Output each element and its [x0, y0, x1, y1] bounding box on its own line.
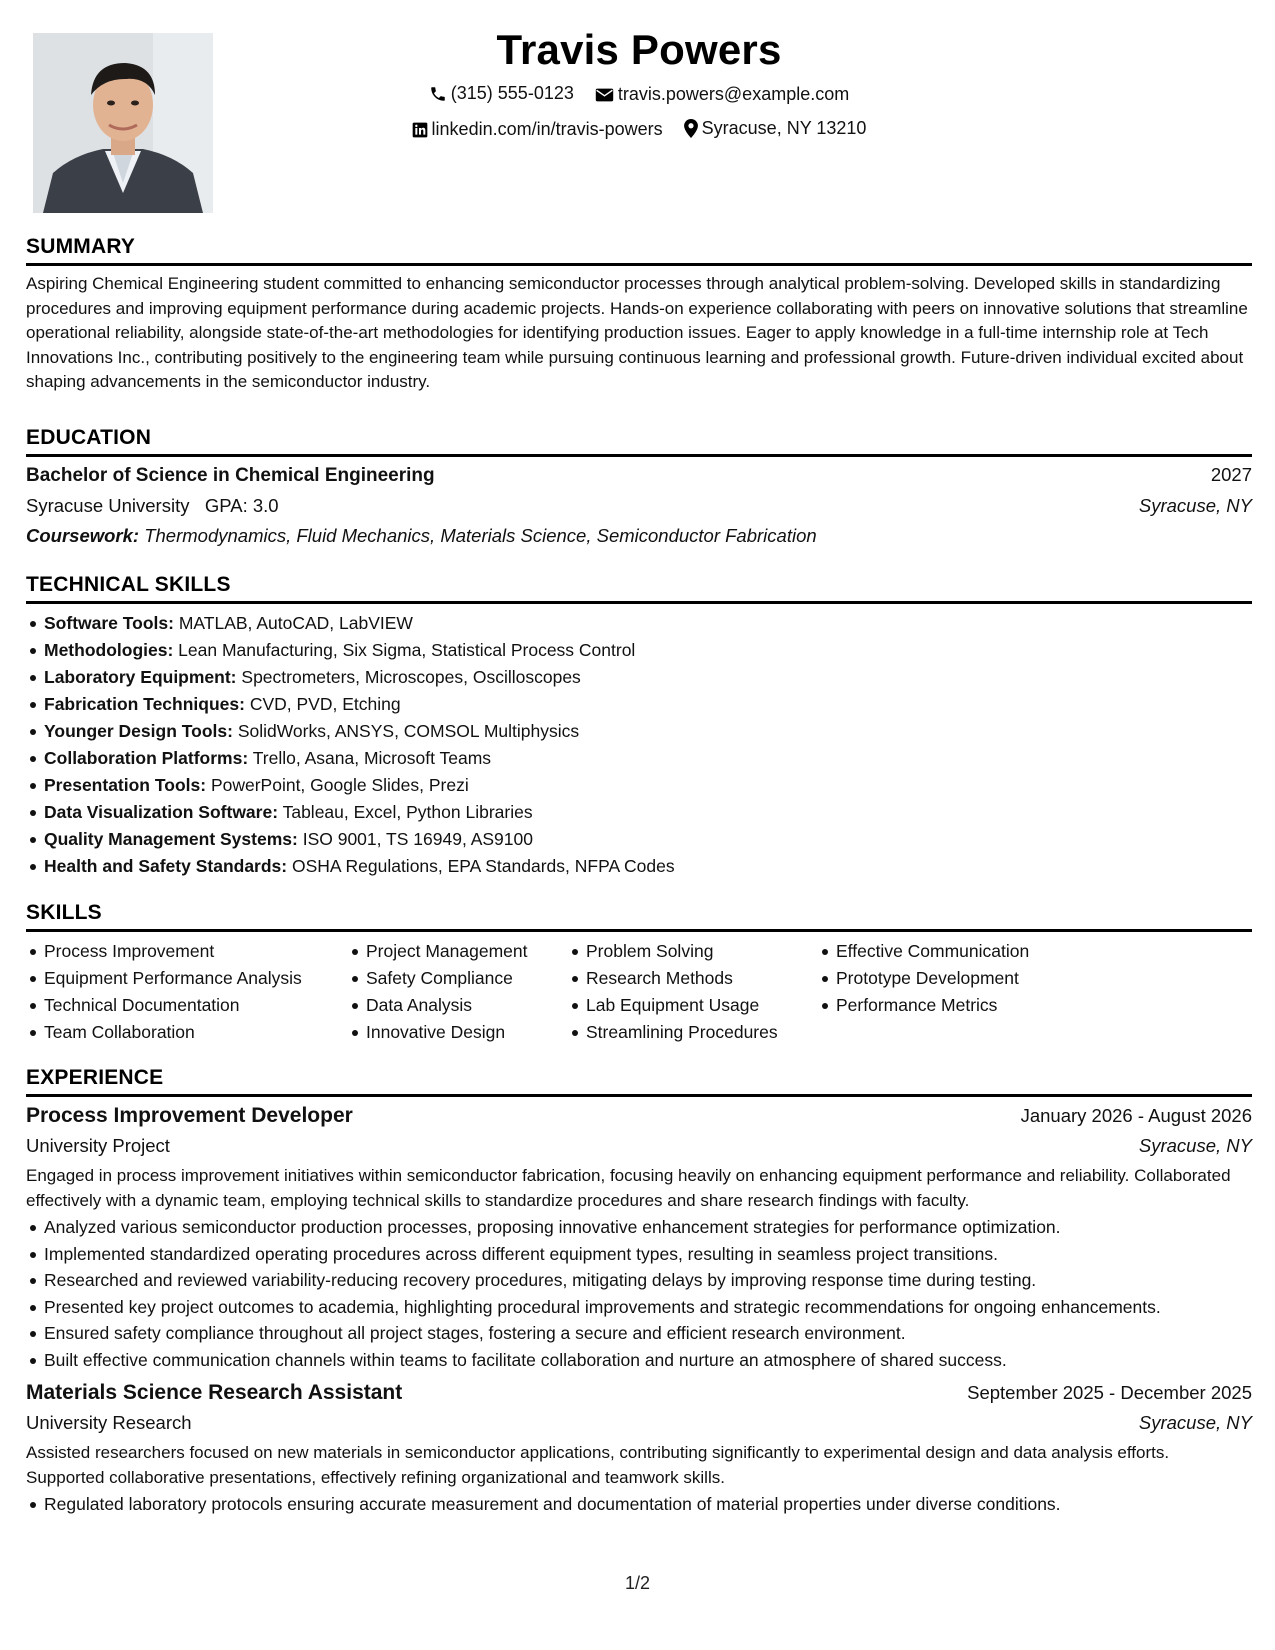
job-location: Syracuse, NY — [1138, 1135, 1252, 1156]
job-title: Materials Science Research Assistant — [26, 1381, 403, 1404]
list-item: Analyzed various semiconductor production processes, proposing innovative enhancement strategies for performance optimization. — [26, 1215, 1252, 1240]
technical-skills-heading: TECHNICAL SKILLS — [26, 573, 231, 596]
education-degree-row — [26, 460, 1252, 491]
education-school-row — [26, 491, 1252, 521]
summary-text: Aspiring Chemical Engineering student committed to enhancing semiconductor processes through analytical problem-solving. Developed skills in standardizing procedures and improving equipment performance during academic projects. Hands-on experience collaborating with peers on innovative solutions that streamline operational reliability, alongside state-of-the-art methodologies for identifying production issues. Eager to apply knowledge in a full-time internship role at Tech Innovations Inc., contributing positively to the engineering team while pursuing continuous learning and professional growth. Future-driven individual excited about shaping advancements in the semiconductor industry. — [26, 274, 1248, 391]
technical-skills-list — [26, 610, 1252, 880]
technical-skills-section — [26, 571, 1252, 880]
list-item: Lab Equipment Usage — [568, 992, 818, 1019]
contact-line-1 — [26, 78, 1252, 113]
school-location: Syracuse, NY — [1138, 495, 1252, 516]
graduation-year: 2027 — [1210, 464, 1252, 485]
list-item: Prototype Development — [818, 965, 1078, 992]
list-item: Data Analysis — [348, 992, 568, 1019]
phone-text: (315) 555-0123 — [450, 83, 574, 103]
job-bullets — [26, 1492, 1252, 1517]
job-dates: January 2026 - August 2026 — [1020, 1105, 1252, 1126]
job-bullets — [26, 1215, 1252, 1372]
phone-icon — [429, 85, 447, 103]
job-org-row — [26, 1131, 1252, 1161]
envelope-icon — [595, 87, 614, 103]
coursework-label: Coursework: — [26, 525, 140, 546]
map-pin-icon — [684, 119, 698, 138]
list-item: Team Collaboration — [26, 1019, 348, 1046]
school-info — [26, 491, 279, 521]
job-title-row — [26, 1101, 1252, 1131]
page-number: 1/2 — [624, 1573, 651, 1593]
job-title-row — [26, 1378, 1252, 1408]
list-item: Quality Management Systems: ISO 9001, TS 16949, AS9100 — [26, 826, 1252, 853]
skills-heading: SKILLS — [26, 901, 102, 924]
linkedin-text: linkedin.com/in/travis-powers — [431, 119, 663, 139]
list-item: Implemented standardized operating procedures across different equipment types, resulting in seamless project transitions. — [26, 1242, 1252, 1267]
list-item: Data Visualization Software: Tableau, Excel, Python Libraries — [26, 799, 1252, 826]
location-contact — [684, 113, 867, 144]
experience-heading: EXPERIENCE — [26, 1066, 164, 1089]
list-item: Younger Design Tools: SolidWorks, ANSYS, COMSOL Multiphysics — [26, 718, 1252, 745]
skills-grid — [26, 938, 1252, 1046]
experience-section — [26, 1064, 1252, 1519]
school-name: Syracuse University — [26, 495, 190, 516]
skills-section — [26, 899, 1252, 1046]
job-title: Process Improvement Developer — [26, 1104, 353, 1127]
section-divider — [26, 601, 1252, 604]
section-divider — [26, 454, 1252, 457]
list-item: Equipment Performance Analysis — [26, 965, 348, 992]
list-item: Regulated laboratory protocols ensuring accurate measurement and documentation of material properties under diverse conditions. — [26, 1492, 1252, 1517]
list-item: Methodologies: Lean Manufacturing, Six Sigma, Statistical Process Control — [26, 637, 1252, 664]
job-org-row — [26, 1408, 1252, 1438]
coursework — [26, 521, 1252, 551]
degree-name: Bachelor of Science in Chemical Engineering — [26, 465, 435, 486]
section-divider — [26, 929, 1252, 932]
skills-column-1 — [26, 938, 348, 1046]
summary-section — [26, 233, 1252, 395]
phone-contact[interactable] — [429, 78, 574, 109]
list-item: Presentation Tools: PowerPoint, Google Slides, Prezi — [26, 772, 1252, 799]
list-item: Streamlining Procedures — [568, 1019, 818, 1046]
candidate-name: Travis Powers — [496, 26, 782, 73]
list-item: Research Methods — [568, 965, 818, 992]
list-item: Health and Safety Standards: OSHA Regulations, EPA Standards, NFPA Codes — [26, 853, 1252, 880]
contact-line-2 — [26, 113, 1252, 148]
section-divider — [26, 263, 1252, 266]
experience-entry-1 — [26, 1101, 1252, 1372]
list-item: Problem Solving — [568, 938, 818, 965]
skills-column-3 — [568, 938, 818, 1046]
list-item: Technical Documentation — [26, 992, 348, 1019]
job-description: Assisted researchers focused on new materials in semiconductor applications, contributing significantly to experimental design and data analysis efforts. Supported collaborative presentations, effectively refining organizational and teamwork skills. — [26, 1443, 1170, 1487]
skills-column-4 — [818, 938, 1078, 1046]
list-item: Safety Compliance — [348, 965, 568, 992]
list-item: Researched and reviewed variability-reducing recovery procedures, mitigating delays by improving response time during testing. — [26, 1268, 1252, 1293]
coursework-list: Thermodynamics, Fluid Mechanics, Materials Science, Semiconductor Fabrication — [144, 525, 817, 546]
linkedin-icon — [412, 122, 428, 138]
job-org: University Project — [26, 1135, 170, 1156]
summary-heading: SUMMARY — [26, 235, 136, 258]
linkedin-contact[interactable] — [412, 114, 663, 145]
resume-header — [26, 22, 1252, 148]
list-item: Performance Metrics — [818, 992, 1078, 1019]
job-dates: September 2025 - December 2025 — [967, 1382, 1252, 1403]
email-contact[interactable] — [595, 79, 849, 110]
list-item: Laboratory Equipment: Spectrometers, Microscopes, Oscilloscopes — [26, 664, 1252, 691]
list-item: Built effective communication channels within teams to facilitate collaboration and nurture an atmosphere of shared success. — [26, 1348, 1252, 1373]
list-item: Ensured safety compliance throughout all project stages, fostering a secure and efficient research environment. — [26, 1321, 1252, 1346]
job-location: Syracuse, NY — [1138, 1412, 1252, 1433]
gpa: GPA: 3.0 — [204, 495, 279, 516]
education-section — [26, 424, 1252, 551]
education-heading: EDUCATION — [26, 426, 152, 449]
job-description: Engaged in process improvement initiatives within semiconductor fabrication, focusing heavily on enhancing equipment performance and reliability. Collaborated effectively with a dynamic team, employing technical skills to standardize procedures and share research findings with faculty. — [26, 1166, 1231, 1210]
skills-column-2 — [348, 938, 568, 1046]
list-item: Process Improvement — [26, 938, 348, 965]
list-item: Innovative Design — [348, 1019, 568, 1046]
experience-entry-2 — [26, 1378, 1252, 1517]
list-item: Presented key project outcomes to academia, highlighting procedural improvements and strategic recommendations for ongoing enhancements. — [26, 1295, 1252, 1320]
list-item: Project Management — [348, 938, 568, 965]
list-item: Software Tools: MATLAB, AutoCAD, LabVIEW — [26, 610, 1252, 637]
email-text: travis.powers@example.com — [617, 84, 850, 104]
list-item: Collaboration Platforms: Trello, Asana, Microsoft Teams — [26, 745, 1252, 772]
list-item: Effective Communication — [818, 938, 1078, 965]
location-text: Syracuse, NY 13210 — [701, 117, 867, 138]
job-org: University Research — [26, 1412, 192, 1433]
section-divider — [26, 1094, 1252, 1097]
list-item: Fabrication Techniques: CVD, PVD, Etching — [26, 691, 1252, 718]
